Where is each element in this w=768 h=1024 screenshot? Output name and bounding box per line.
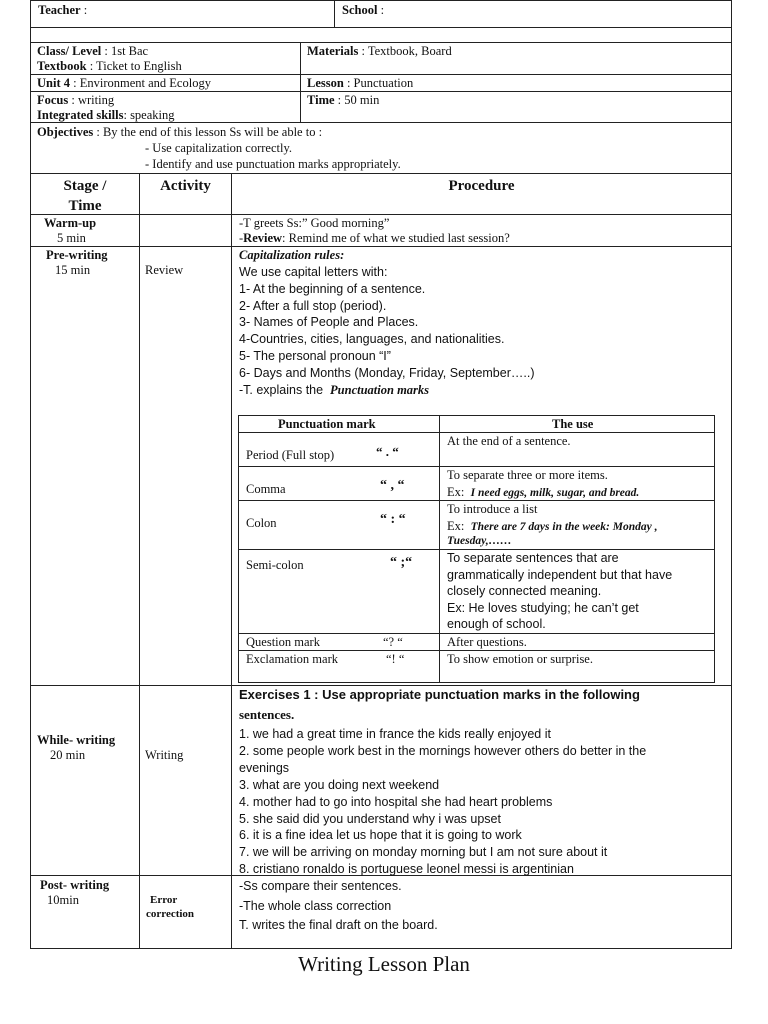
question-glyph: “? “ xyxy=(383,635,403,649)
colon-glyph: “ : “ xyxy=(380,512,406,527)
postwriting-activity-1: Error xyxy=(150,894,178,906)
sentence-item: 1. we had a great time in france the kids really enjoyed it xyxy=(239,727,551,741)
row-divider xyxy=(30,685,732,686)
time-value: : 50 min xyxy=(334,93,380,107)
exercise-title-line xyxy=(239,687,640,703)
whilewriting-stage: While- writing xyxy=(37,733,116,747)
exercise-instruction-cont: sentences. xyxy=(239,707,295,722)
mark-use-question: After questions. xyxy=(447,635,527,649)
review-text: : Remind me of what we studied last session? xyxy=(282,231,510,245)
time-label: Time xyxy=(307,93,335,107)
capitalization-title: Capitalization rules: xyxy=(239,248,345,262)
sentence-item: 7. we will be arriving on monday morning but I am not sure about it xyxy=(239,845,608,860)
colon-example-cont: Tuesday,…… xyxy=(447,535,512,547)
warmup-time: 5 min xyxy=(57,231,86,245)
class-textbook-cell xyxy=(30,42,301,75)
skills-label: Integrated skills xyxy=(37,108,124,122)
lesson-cell xyxy=(300,74,732,92)
class-label: Class/ Level xyxy=(37,44,102,58)
school-cell xyxy=(334,0,732,28)
objectives-value: : By the end of this lesson Ss will be able to : xyxy=(93,125,323,139)
rule-line: 1- At the beginning of a sentence. xyxy=(239,281,426,296)
school-label: School xyxy=(342,3,378,17)
prewriting-stage: Pre-writing xyxy=(46,248,108,262)
unit-value: : Environment and Ecology xyxy=(70,76,211,90)
focus-value: : writing xyxy=(68,93,115,107)
table-header-mark: Punctuation mark xyxy=(278,417,376,431)
sentence-item: 5. she said did you understand why i was upset xyxy=(239,811,501,826)
mark-use-semicolon: To separate sentences that are grammatically independent but that have closely connected meaning. Ex: He loves studying; he can’t get enough of school. xyxy=(447,551,673,632)
mark-use-period: At the end of a sentence. xyxy=(447,434,571,448)
whilewriting-activity: Writing xyxy=(145,748,184,762)
postwriting-time: 10min xyxy=(47,893,79,907)
materials-cell xyxy=(300,42,732,75)
procedure-header: Procedure xyxy=(448,178,515,194)
postwriting-activity-2: correction xyxy=(146,908,195,920)
teacher-sep: : xyxy=(80,3,88,17)
postwriting-stage: Post- writing xyxy=(40,878,110,892)
whilewriting-time: 20 min xyxy=(50,748,86,762)
spacer-row xyxy=(30,27,732,43)
unit-label: Unit 4 xyxy=(37,76,70,90)
stage-column xyxy=(30,173,140,949)
exercise-title: Exercises 1 : xyxy=(239,687,319,702)
objectives-cell xyxy=(30,122,732,174)
textbook-value: : Ticket to English xyxy=(86,59,182,73)
comma-example: Ex: I need eggs, milk, sugar, and bread. xyxy=(447,485,640,499)
prewriting-activity: Review xyxy=(145,263,184,277)
sentence-item: 8. cristiano ronaldo is portuguese leonel messi is argentinian xyxy=(239,862,574,877)
objectives-label: Objectives xyxy=(37,125,94,139)
focus-label: Focus xyxy=(37,93,69,107)
materials-label: Materials xyxy=(307,44,359,58)
unit-cell xyxy=(30,74,301,92)
explain-line: -T. explains the Punctuation marks xyxy=(239,382,430,397)
capitalization-rules xyxy=(239,264,534,398)
lesson-value: : Punctuation xyxy=(343,76,414,90)
mark-use-colon: To introduce a list xyxy=(447,502,538,516)
review-label: Review xyxy=(243,231,283,245)
objective-item: - Identify and use punctuation marks appropriately. xyxy=(145,157,401,171)
postwriting-procedure xyxy=(239,877,438,936)
mark-name-question: Question mark xyxy=(246,635,320,649)
mark-use-comma: To separate three or more items. xyxy=(447,468,608,482)
comma-glyph: “ , “ xyxy=(380,478,405,493)
sentence-item: 4. mother had to go into hospital she had heart problems xyxy=(239,794,553,809)
activity-header: Activity xyxy=(160,178,211,194)
rule-line: 3- Names of People and Places. xyxy=(239,315,419,330)
sentence-item: evenings xyxy=(239,760,290,775)
rule-line: 5- The personal pronoun “I” xyxy=(239,348,391,363)
colon-example: Ex: There are 7 days in the week: Monday , xyxy=(447,519,658,533)
warmup-review: -Review: Remind me of what we studied last session? xyxy=(239,231,510,245)
postwriting-line: -The whole class correction xyxy=(239,898,392,913)
rule-line: We use capital letters with: xyxy=(239,265,388,279)
mark-name-colon: Colon xyxy=(246,516,277,530)
teacher-label: Teacher xyxy=(38,3,81,17)
rule-line: 4-Countries, cities, languages, and nationalities. xyxy=(239,332,505,347)
prewriting-time: 15 min xyxy=(55,263,91,277)
teacher-cell xyxy=(30,0,335,28)
sentence-item: 3. what are you doing next weekend xyxy=(239,777,440,792)
lesson-label: Lesson xyxy=(307,76,344,90)
focus-cell xyxy=(30,91,301,123)
sentence-item: 6. it is a fine idea let us hope that it is going to work xyxy=(239,828,522,843)
mark-use-exclamation: To show emotion or surprise. xyxy=(447,652,593,666)
table-header-use: The use xyxy=(552,417,594,431)
row-divider xyxy=(30,246,732,247)
warmup-stage: Warm-up xyxy=(44,216,97,230)
activity-column xyxy=(139,173,232,949)
class-value: : 1st Bac xyxy=(101,44,149,58)
stage-header: Stage / Time xyxy=(63,178,107,214)
objective-item: - Use capitalization correctly. xyxy=(145,141,293,155)
textbook-label: Textbook xyxy=(37,59,87,73)
time-cell xyxy=(300,91,732,123)
rule-line: 6- Days and Months (Monday, Friday, September…..) xyxy=(239,365,535,380)
sentence-item: 2. some people work best in the mornings however others do better in the xyxy=(239,743,647,758)
mark-name-period: Period (Full stop) xyxy=(246,448,335,462)
semicolon-glyph: “ ;“ xyxy=(390,555,413,570)
mark-name-semicolon: Semi-colon xyxy=(246,558,304,572)
rule-line: 2- After a full stop (period). xyxy=(239,298,387,313)
mark-name-exclamation: Exclamation mark xyxy=(246,652,338,666)
punctuation-marks-title: Punctuation marks xyxy=(330,382,430,397)
materials-value: : Textbook, Board xyxy=(358,44,452,58)
document-title: Writing Lesson Plan xyxy=(298,952,470,976)
period-glyph: “ . “ xyxy=(376,444,399,459)
mark-name-comma: Comma xyxy=(246,482,286,496)
skills-value: : speaking xyxy=(123,108,175,122)
warmup-line: -T greets Ss:” Good morning” xyxy=(239,216,390,230)
postwriting-line: T. writes the final draft on the board. xyxy=(239,918,438,932)
postwriting-line: -Ss compare their sentences. xyxy=(239,879,402,893)
exercise-sentences xyxy=(239,726,646,878)
school-sep: : xyxy=(377,3,385,17)
exercise-instruction: Use appropriate punctuation marks in the following xyxy=(318,687,640,702)
exclamation-glyph: “! “ xyxy=(386,652,405,666)
